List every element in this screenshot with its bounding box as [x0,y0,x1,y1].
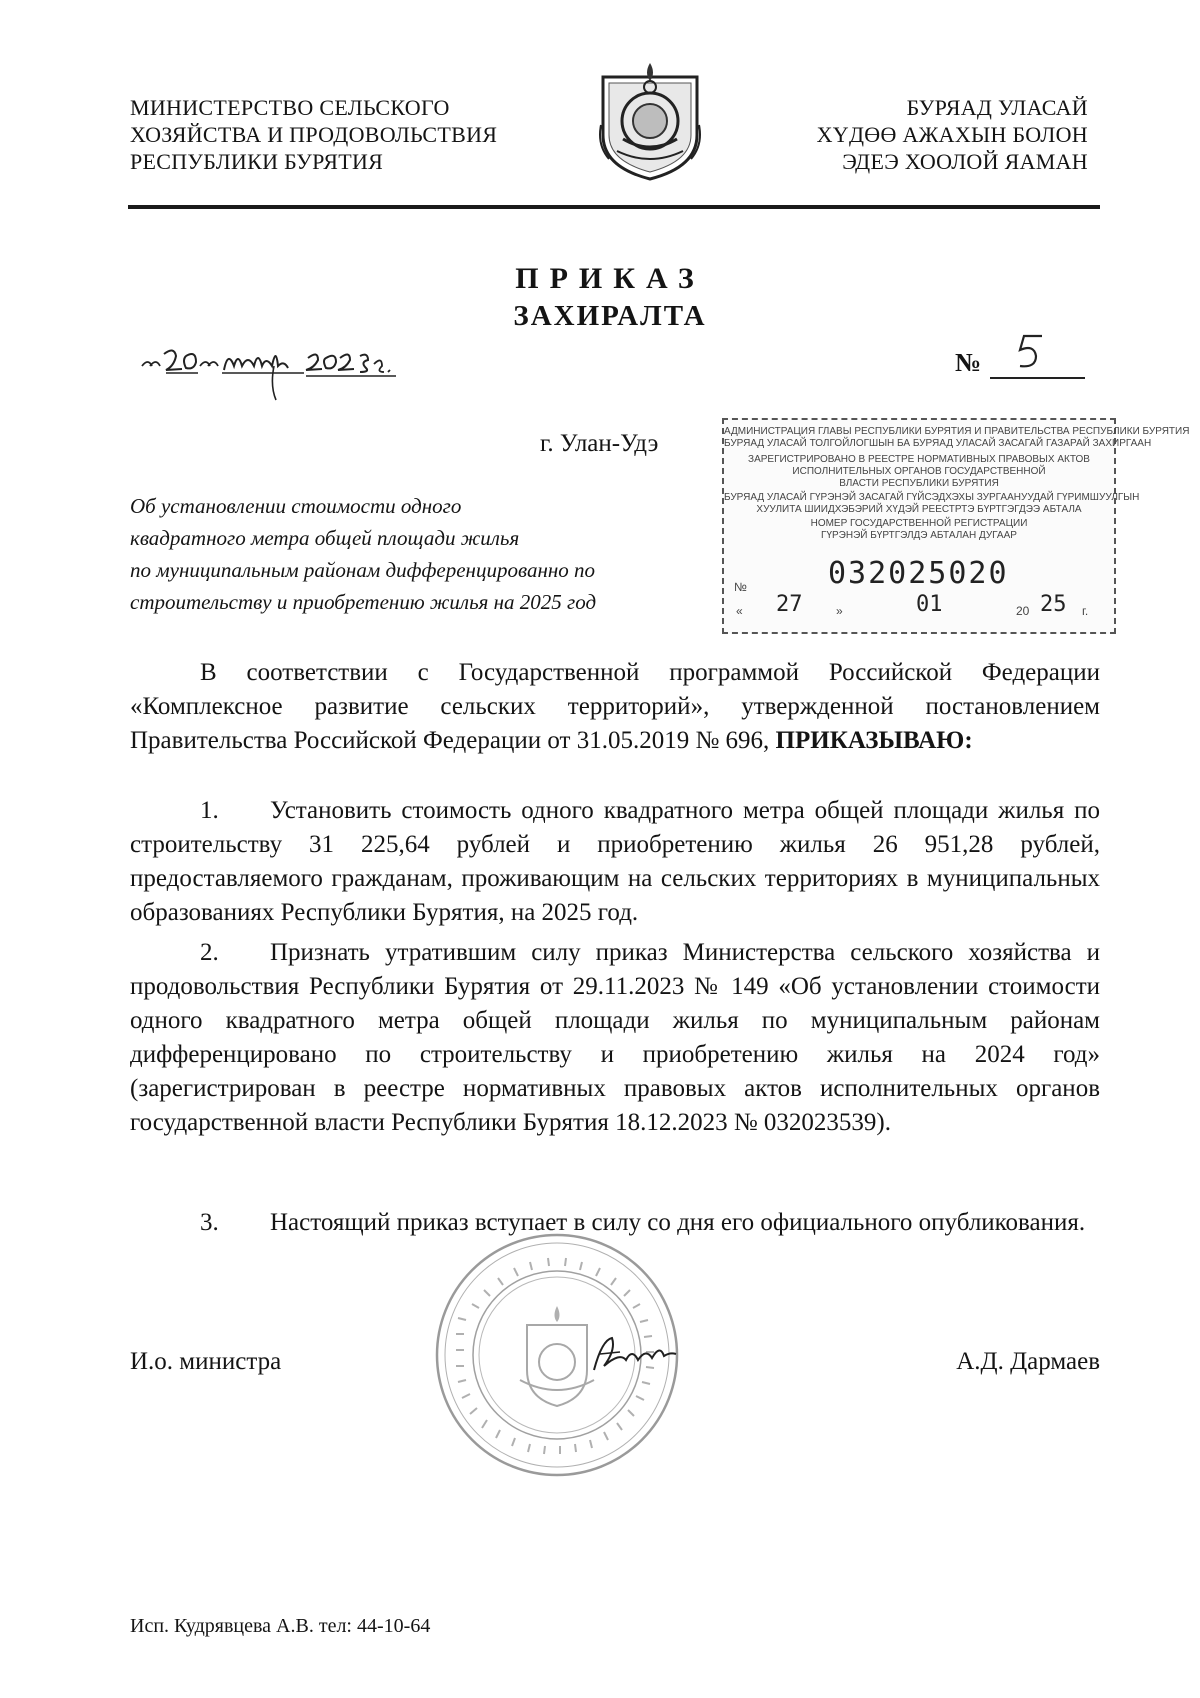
header-divider [128,205,1100,209]
item-number: 3. [200,1209,219,1236]
header-right-line: БУРЯАД УЛАСАЙ [906,95,1088,120]
subject-line: строительству и приобретению жилья на 2025 год [130,590,597,614]
subject-line: квадратного метра общей площади жилья [130,526,520,550]
stamp-month: 01 [916,592,943,617]
stamp-quote-close: » [836,604,843,618]
coat-of-arms-emblem [595,55,705,183]
signatory-name: А.Д. Дармаев [956,1348,1100,1375]
order-keyword: ПРИКАЗЫВАЮ: [775,727,973,754]
stamp-line: НОМЕР ГОСУДАРСТВЕННОЙ РЕГИСТРАЦИИ [810,518,1028,529]
item-number: 1. [200,797,219,824]
preamble-paragraph [130,656,1100,758]
handwritten-signature [590,1330,680,1380]
stamp-line: ГҮРЭНЭЙ БҮРТГЭЛДЭ АБТАЛАН ДУГААР [821,530,1017,541]
registration-stamp [722,418,1190,634]
stamp-line: БУРЯАД УЛАСАЙ ГҮРЭНЭЙ ЗАСАГАЙ ГҮЙСЭДХЭХЫ ЗУРГААНУУДАЙ ГҮРИМШУУЛГЫН [724,492,1140,503]
header-left-line: МИНИСТЕРСТВО СЕЛЬСКОГО [130,95,450,120]
stamp-year-prefix: 20 [1016,604,1030,618]
item-text: Настоящий приказ вступает в силу со дня его официального опубликования. [270,1209,1086,1236]
order-item-1 [130,794,1100,930]
order-item-2 [130,936,1100,1140]
subject-line: по муниципальным районам дифференцированно по [130,558,596,582]
stamp-line: БУРЯАД УЛАСАЙ ТОЛГОЙЛОГШЫН БА БУРЯАД УЛАСАЙ ЗАСАГАЙ ГАЗАРАЙ ЗАХИРГААН [724,438,1152,449]
stamp-line: АДМИНИСТРАЦИЯ ГЛАВЫ РЕСПУБЛИКИ БУРЯТИЯ И ПРАВИТЕЛЬСТВА РЕСПУБЛИКИ БУРЯТИЯ [724,426,1190,437]
stamp-day: 27 [776,592,803,617]
handwritten-order-number [1010,330,1050,372]
executor-contact: Исп. Кудрявцева А.В. тел: 44-10-64 [130,1615,431,1637]
ministry-name-russian [130,94,497,175]
subject-line: Об установлении стоимости одного [130,494,462,518]
item-number: 2. [200,939,219,966]
document-title: ПРИКАЗ [515,262,705,295]
stamp-line: ЗАРЕГИСТРИРОВАНО В РЕЕСТРЕ НОРМАТИВНЫХ ПРАВОВЫХ АКТОВ [748,454,1090,465]
stamp-line: ХУУЛИТА ШИИДХЭБЭРИЙ ХҮДЭЙ РЕЕСТРТЭ БҮРТГЭГДЭЭ АБТАЛА [756,504,1082,515]
preamble-text: В соответствии с Государственной программой Российской Федерации «Комплексное развитие сельских территорий», утвержденной постановлением Правительства Российской Федерации от 31.05.2019 № 696, [130,659,1100,754]
header-right-line: ЭДЕЭ ХООЛОЙ ЯАМАН [842,149,1088,174]
city-name: г. Улан-Удэ [540,430,659,457]
stamp-year-suffix: г. [1082,604,1089,618]
ministry-name-buryat [817,94,1088,175]
stamp-registration-number: 032025020 [828,556,1009,591]
header-left-line: РЕСПУБЛИКИ БУРЯТИЯ [130,149,384,174]
stamp-line: ВЛАСТИ РЕСПУБЛИКИ БУРЯТИЯ [839,478,999,489]
stamp-quote-open: « [736,604,743,618]
header-left-line: ХОЗЯЙСТВА И ПРОДОВОЛЬСТВИЯ [130,122,498,147]
header-right-line: ХҮДӨӨ АЖАХЫН БОЛОН [816,122,1088,147]
stamp-year: 25 [1040,592,1067,617]
item-text: Установить стоимость одного квадратного метра общей площади жилья по строительству 31 225,64 рублей и приобретению жилья 26 951,28 рублей, предоставляемого гражданам, проживающим на сельских территориях в муниципальных образованиях Республики Бурятия, на 2025 год. [130,797,1100,926]
document-subject [130,490,690,618]
handwritten-date [138,336,438,406]
item-text: Признать утратившим силу приказ Министерства сельского хозяйства и продовольствия Республики Бурятия от 29.11.2023 № 149 «Об установлении стоимости одного квадратного метра общей площади жилья по муниципальным районам дифференцировано по строительству и приобретению жилья на 2024 год» (зарегистрирован в реестре нормативных правовых актов исполнительных органов государственной власти Республики Бурятия 18.12.2023 № 032023539). [130,939,1100,1136]
document-title-buryat: ЗАХИРАЛТА [513,300,707,332]
order-number-label: № [955,348,982,377]
stamp-number-label: № [734,580,747,594]
signatory-position: И.о. министра [130,1348,282,1375]
stamp-line: ИСПОЛНИТЕЛЬНЫХ ОРГАНОВ ГОСУДАРСТВЕННОЙ [792,466,1046,477]
order-number-underline [990,377,1085,379]
